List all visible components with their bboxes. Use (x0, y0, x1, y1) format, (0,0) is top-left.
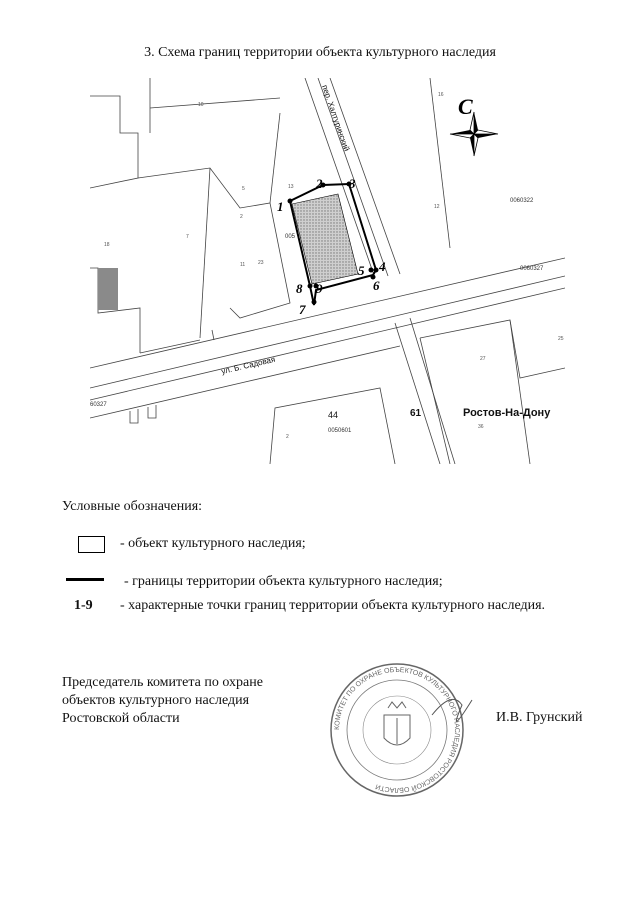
legend-title: Условные обозначения: (62, 499, 203, 514)
signature-line-1: Председатель комитета по охране (62, 675, 263, 690)
point-label-8: 8 (296, 281, 303, 296)
boundary-point-1 (288, 199, 293, 204)
legend-object-text: - объект культурного наследия; (120, 536, 306, 551)
street-lane-label: пер. Халтуринский (320, 83, 352, 153)
parcel-number: 23 (258, 260, 264, 266)
building-gray (98, 268, 118, 310)
point-label-7: 7 (299, 302, 306, 317)
parcel-number: 11 (240, 262, 246, 268)
legend-object-swatch (78, 536, 105, 553)
signature-line-2: объектов культурного наследия (62, 693, 250, 708)
point-label-3: 3 (349, 176, 356, 191)
compass-letter: С (458, 94, 473, 119)
point-label-6: 6 (373, 278, 380, 293)
parcel-number: 36 (478, 424, 484, 430)
boundary-point-4 (374, 268, 379, 273)
cadastral-label: 0060322 (510, 198, 534, 204)
parcel-number: 10 (198, 102, 204, 108)
cadastral-label: 005 (285, 234, 296, 240)
parcel-number: 5 (242, 186, 245, 192)
point-label-4: 4 (379, 259, 386, 274)
legend-points-text: - характерные точки границ территории объекта культурного наследия. (120, 598, 546, 613)
signature-block (62, 674, 263, 728)
parcel-number: 2 (240, 214, 243, 220)
street-main-label: ул. Б. Садовая (220, 354, 277, 376)
heritage-object (292, 194, 358, 284)
point-label-5: 5 (358, 263, 365, 278)
site-plan-map (90, 78, 565, 464)
parcel-number: 25 (558, 336, 564, 342)
parcel-number: 18 (104, 242, 110, 248)
point-label-1: 1 (277, 199, 284, 214)
signatory-name: И.В. Грунский (496, 710, 583, 725)
parcel-number: 7 (186, 234, 189, 240)
cadastral-label: 60327 (90, 402, 107, 408)
parcel-number: 2 (286, 434, 289, 440)
block-number-b: 44 (328, 410, 339, 420)
cadastral-label: 0060327 (520, 266, 544, 272)
boundary-point-7 (312, 300, 317, 305)
cadastral-label: 0050601 (328, 428, 352, 434)
parcel-number: 13 (288, 184, 294, 190)
legend-border-text: - границы территории объекта культурного наследия; (124, 574, 443, 589)
block-number-a: 61 (410, 408, 422, 419)
parcel-number: 12 (434, 204, 440, 210)
legend-border-swatch (66, 578, 104, 581)
page-title: 3. Схема границ территории объекта культурного наследия (144, 45, 496, 60)
parcel-number: 16 (438, 92, 444, 98)
official-seal (312, 660, 482, 800)
boundary-point-8 (308, 284, 313, 289)
point-label-9: 9 (316, 281, 323, 296)
legend-points-label: 1-9 (74, 598, 93, 613)
parcel-number: 27 (480, 356, 486, 362)
point-label-2: 2 (316, 176, 323, 191)
seal-text: КОМИТЕТ ПО ОХРАНЕ ОБЪЕКТОВ КУЛЬТУРНОГО НАСЛЕДИЯ РОСТОВСКОЙ ОБЛАСТИ (333, 666, 461, 794)
boundary-point-5 (369, 268, 374, 273)
city-label: Ростов-На-Дону (463, 407, 551, 419)
coat-of-arms-icon (384, 702, 410, 745)
signature-line-3: Ростовской области (62, 711, 180, 726)
